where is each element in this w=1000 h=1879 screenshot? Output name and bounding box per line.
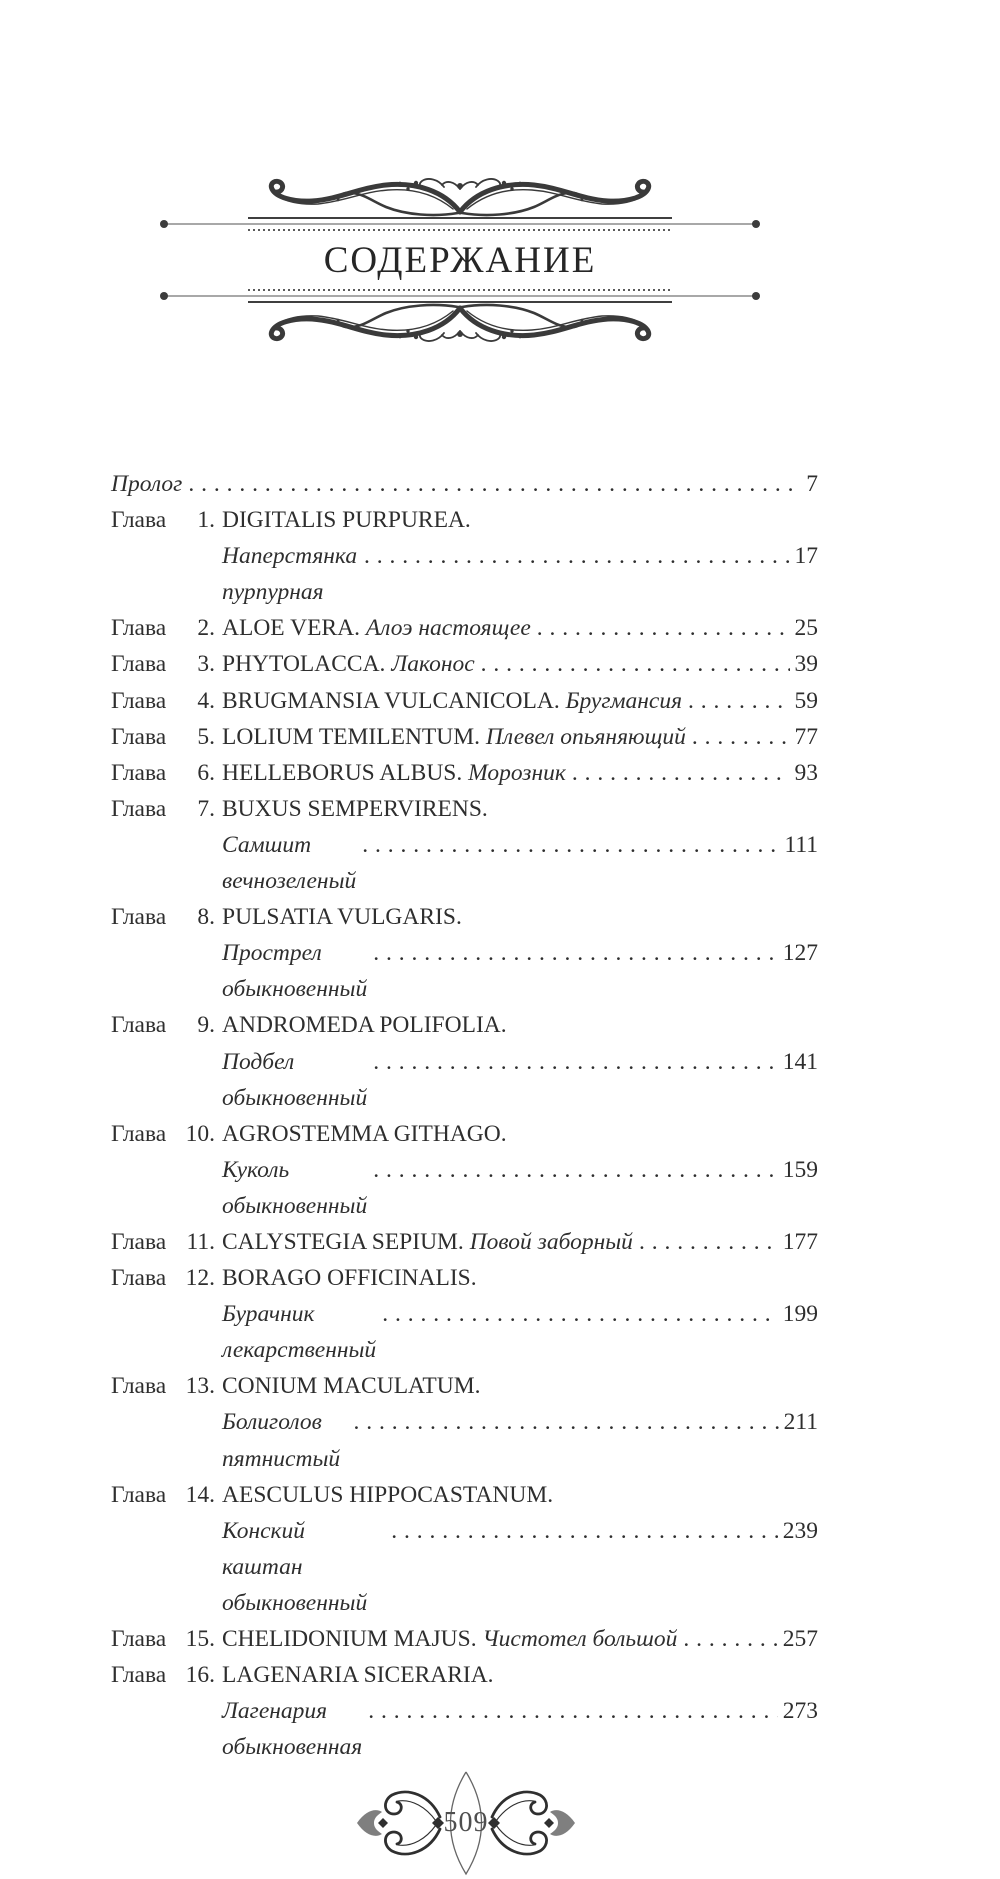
entry-title bbox=[222, 755, 566, 791]
chapter-label: Глава bbox=[111, 1120, 167, 1147]
chapter-latin-name: LAGENARIA SICERARIA. bbox=[222, 1662, 494, 1689]
chapter-latin-name: BORAGO OFFICINALIS. bbox=[222, 1265, 477, 1292]
chapter-russian-name: Чистотел большой bbox=[482, 1626, 678, 1652]
toc-entry-continuation bbox=[111, 1404, 818, 1476]
chapter-label-group bbox=[111, 610, 215, 646]
dot-leader bbox=[686, 719, 790, 755]
chapter-label-group bbox=[111, 646, 215, 682]
chapter-number: 12. bbox=[185, 1265, 215, 1292]
toc-entry-line bbox=[111, 646, 818, 682]
dot-leader bbox=[385, 1513, 777, 1549]
chapter-latin-name: CONIUM MACULATUM. bbox=[222, 1373, 481, 1400]
chapter-label: Глава bbox=[111, 1228, 167, 1255]
header-rule-dotted-top bbox=[248, 229, 672, 231]
entry-page-number: 77 bbox=[794, 723, 818, 750]
entry-title bbox=[111, 466, 182, 502]
toc-entry-continuation bbox=[111, 1513, 818, 1621]
entry-title bbox=[222, 610, 531, 646]
chapter-label-group bbox=[111, 1116, 215, 1152]
toc-entry-line bbox=[111, 1116, 818, 1152]
chapter-number: 8. bbox=[197, 904, 215, 931]
chapter-label: Глава bbox=[111, 615, 167, 642]
entry-title bbox=[222, 502, 471, 538]
entry-page-number: 273 bbox=[782, 1698, 818, 1725]
chapter-latin-name: DIGITALIS PURPUREA. bbox=[222, 507, 471, 534]
dot-leader bbox=[356, 827, 779, 863]
chapter-label: Глава bbox=[111, 687, 167, 714]
entry-page-number: 141 bbox=[782, 1048, 818, 1075]
chapter-label-group bbox=[111, 1224, 215, 1260]
chapter-label: Глава bbox=[111, 1481, 167, 1508]
chapter-latin-name: ALOE VERA. bbox=[222, 615, 360, 642]
dot-leader bbox=[531, 610, 790, 646]
chapter-number: 13. bbox=[185, 1373, 215, 1400]
chapter-number: 14. bbox=[185, 1481, 215, 1508]
chapter-label-group bbox=[111, 1657, 215, 1693]
chapter-number: 3. bbox=[197, 651, 215, 678]
toc-entry-line bbox=[111, 466, 818, 502]
chapter-russian-name: Самшит вечнозеленый bbox=[222, 831, 357, 895]
chapter-label: Глава bbox=[111, 507, 167, 534]
flourish-divider-icon bbox=[248, 303, 672, 343]
chapter-label: Глава bbox=[111, 1626, 167, 1652]
entry-title bbox=[222, 683, 682, 719]
chapter-label: Глава bbox=[111, 723, 167, 750]
entry-title bbox=[222, 1224, 633, 1260]
dot-leader bbox=[367, 1044, 778, 1080]
toc-entry-continuation bbox=[111, 827, 818, 899]
toc-entry-line bbox=[111, 1621, 818, 1657]
page-title: СОДЕРЖАНИЕ bbox=[323, 240, 597, 281]
chapter-number: 15. bbox=[185, 1626, 215, 1652]
toc-header bbox=[163, 177, 757, 343]
entry-title bbox=[222, 1368, 481, 1404]
chapter-label-group bbox=[111, 791, 215, 827]
toc-entry-line bbox=[111, 1368, 818, 1404]
toc-entry-line bbox=[111, 610, 818, 646]
chapter-label-group bbox=[111, 502, 215, 538]
chapter-latin-name: CALYSTEGIA SEPIUM. bbox=[222, 1228, 464, 1255]
dot-leader bbox=[566, 755, 790, 791]
chapter-label: Глава bbox=[111, 1373, 167, 1400]
toc-entry-continuation bbox=[111, 935, 818, 1007]
entry-page-number: 199 bbox=[782, 1301, 818, 1328]
dot-leader bbox=[367, 935, 778, 971]
flourish-divider-icon bbox=[248, 177, 672, 217]
toc-entry-continuation bbox=[111, 1152, 818, 1224]
entry-page-number: 257 bbox=[782, 1626, 818, 1652]
dot-leader bbox=[682, 683, 789, 719]
chapter-number: 9. bbox=[197, 1012, 215, 1039]
entry-title bbox=[222, 1621, 677, 1657]
toc-entry-line bbox=[111, 719, 818, 755]
chapter-russian-name: Лагенария обыкновенная bbox=[222, 1698, 363, 1761]
chapter-russian-name: Бругмансия bbox=[565, 687, 683, 714]
chapter-latin-name: PHYTOLACCA. bbox=[222, 651, 386, 678]
entry-title bbox=[222, 1260, 477, 1296]
chapter-russian-name: Алоэ настоящее bbox=[365, 615, 531, 642]
chapter-latin-name: BUXUS SEMPERVIRENS. bbox=[222, 795, 488, 822]
entry-page-number: 159 bbox=[782, 1156, 818, 1183]
toc-entry-line bbox=[111, 683, 818, 719]
dot-leader bbox=[362, 1693, 778, 1729]
entry-page-number: 7 bbox=[806, 471, 818, 497]
chapter-russian-name: Болиголов пятнистый bbox=[222, 1409, 341, 1472]
chapter-russian-name: Конский каштан обыкновенный bbox=[222, 1517, 368, 1616]
chapter-label-group bbox=[111, 755, 215, 791]
chapter-label-group bbox=[111, 1007, 215, 1043]
chapter-number: 1. bbox=[197, 507, 215, 534]
entry-title bbox=[222, 899, 462, 935]
rule-end-dot bbox=[160, 220, 168, 228]
toc-entry-line bbox=[111, 1477, 818, 1513]
entry-page-number: 239 bbox=[782, 1517, 818, 1544]
chapter-russian-name: Наперстянка пурпурная bbox=[222, 543, 358, 606]
chapter-number: 2. bbox=[197, 615, 215, 642]
entry-title bbox=[222, 719, 686, 755]
chapter-latin-name: AGROSTEMMA GITHAGO. bbox=[222, 1120, 507, 1147]
chapter-latin-name: AESCULUS HIPPOCASTANUM. bbox=[222, 1481, 554, 1508]
chapter-number: 7. bbox=[197, 795, 215, 822]
chapter-label-group bbox=[111, 1477, 215, 1513]
chapter-label: Глава bbox=[111, 795, 167, 822]
entry-page-number: 59 bbox=[794, 687, 818, 714]
chapter-russian-name: Плевел опьяняющий bbox=[485, 723, 686, 750]
header-rule-gray-top bbox=[163, 223, 757, 225]
chapter-russian-name: Бурачник лекарственный bbox=[222, 1301, 377, 1364]
entry-title bbox=[222, 791, 488, 827]
chapter-label: Глава bbox=[111, 1265, 167, 1292]
entry-italic-title: Пролог bbox=[111, 471, 183, 497]
chapter-number: 6. bbox=[197, 759, 215, 786]
entry-title bbox=[222, 1007, 507, 1043]
chapter-label-group bbox=[111, 683, 215, 719]
chapter-latin-name: ANDROMEDA POLIFOLIA. bbox=[222, 1012, 507, 1039]
toc-entry-continuation bbox=[111, 1693, 818, 1765]
toc-entry-line bbox=[111, 791, 818, 827]
toc-entry-continuation bbox=[111, 1296, 818, 1368]
chapter-russian-name: Повой заборный bbox=[469, 1228, 633, 1255]
dot-leader bbox=[633, 1224, 778, 1260]
chapter-label-group bbox=[111, 1621, 215, 1657]
chapter-latin-name: BRUGMANSIA VULCANICOLA. bbox=[222, 687, 560, 714]
toc-entry-continuation bbox=[111, 538, 818, 610]
chapter-number: 11. bbox=[186, 1228, 215, 1255]
chapter-russian-name: Подбел обыкновенный bbox=[222, 1048, 368, 1111]
chapter-number: 16. bbox=[185, 1662, 215, 1689]
chapter-label-group bbox=[111, 1260, 215, 1296]
toc-entry-line bbox=[111, 1260, 818, 1296]
page-number: 509 bbox=[443, 1807, 489, 1839]
chapter-label: Глава bbox=[111, 1662, 167, 1689]
chapter-label-group bbox=[111, 1368, 215, 1404]
header-rule-dotted-bottom bbox=[248, 289, 672, 291]
entry-title bbox=[222, 646, 475, 682]
entry-page-number: 17 bbox=[794, 543, 818, 570]
chapter-label-group bbox=[111, 899, 215, 935]
chapter-number: 5. bbox=[197, 723, 215, 750]
chapter-russian-name: Морозник bbox=[468, 759, 566, 786]
chapter-latin-name: CHELIDONIUM MAJUS. bbox=[222, 1626, 477, 1652]
entry-page-number: 211 bbox=[783, 1409, 818, 1436]
chapter-russian-name: Куколь обыкновенный bbox=[222, 1156, 368, 1219]
toc-entry-line bbox=[111, 755, 818, 791]
entry-title bbox=[222, 1477, 553, 1513]
chapter-number: 4. bbox=[197, 687, 215, 714]
rule-end-dot bbox=[752, 220, 760, 228]
chapter-label: Глава bbox=[111, 759, 167, 786]
chapter-latin-name: LOLIUM TEMILENTUM. bbox=[222, 723, 481, 750]
chapter-latin-name: HELLEBORUS ALBUS. bbox=[222, 759, 463, 786]
toc-entry-continuation bbox=[111, 1044, 818, 1116]
entry-page-number: 93 bbox=[794, 759, 818, 786]
dot-leader bbox=[376, 1296, 778, 1332]
entry-title bbox=[222, 1657, 494, 1693]
entry-page-number: 111 bbox=[784, 831, 818, 858]
toc-entry-line bbox=[111, 1657, 818, 1693]
page-footer bbox=[356, 1767, 576, 1879]
toc-entry-line bbox=[111, 502, 818, 538]
dot-leader bbox=[677, 1621, 777, 1657]
toc-entry-line bbox=[111, 1007, 818, 1043]
header-rule-gray-bottom bbox=[163, 295, 757, 297]
dot-leader bbox=[358, 538, 789, 574]
toc-entry-line bbox=[111, 1224, 818, 1260]
chapter-number: 10. bbox=[185, 1120, 215, 1147]
rule-end-dot bbox=[752, 292, 760, 300]
dot-leader bbox=[182, 466, 801, 502]
entry-page-number: 127 bbox=[782, 940, 818, 967]
chapter-label-group bbox=[111, 719, 215, 755]
entry-page-number: 39 bbox=[794, 651, 818, 678]
entry-page-number: 25 bbox=[794, 615, 818, 642]
entry-title bbox=[222, 1116, 507, 1152]
dot-leader bbox=[475, 646, 790, 682]
chapter-label: Глава bbox=[111, 651, 167, 678]
chapter-russian-name: Прострел обыкновенный bbox=[222, 940, 368, 1003]
header-rule-dark-top bbox=[248, 217, 672, 219]
toc-entry-line bbox=[111, 899, 818, 935]
chapter-label: Глава bbox=[111, 1012, 167, 1039]
rule-end-dot bbox=[160, 292, 168, 300]
chapter-label: Глава bbox=[111, 904, 167, 931]
chapter-russian-name: Лаконос bbox=[391, 651, 475, 678]
dot-leader bbox=[367, 1152, 778, 1188]
chapter-latin-name: PULSATIA VULGARIS. bbox=[222, 904, 462, 931]
entry-page-number: 177 bbox=[782, 1228, 818, 1255]
toc-list bbox=[111, 466, 818, 1765]
dot-leader bbox=[347, 1404, 778, 1440]
